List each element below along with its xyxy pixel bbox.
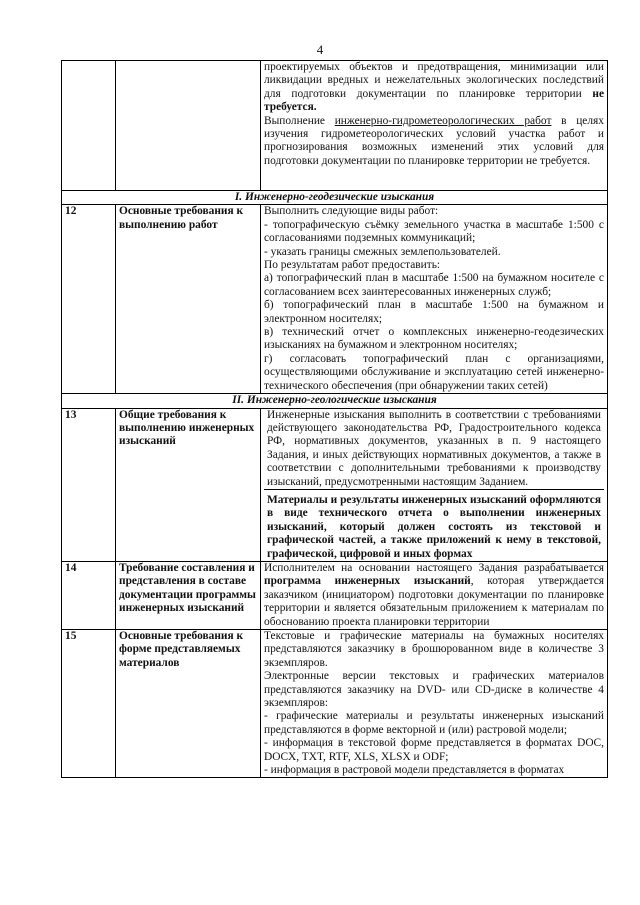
content-cell — [261, 630, 608, 778]
table-row — [62, 408, 608, 561]
row14-text-bold: программа инженерных изысканий — [264, 575, 471, 588]
content-line: - информация в растровой модели представляется в форматах — [264, 764, 565, 777]
row11-p1-bold: не требуется. — [264, 87, 604, 114]
row-number: 13 — [62, 408, 116, 561]
row11-p2-post: в целях изучения гидрометеорологических условий участка работ и прогнозирования возможных изменений этих условий для подготовки документации по планировке территории не требуется. — [264, 114, 604, 167]
row14-text-pre: Исполнителем на основании настоящего Задания разрабатывается — [264, 561, 604, 574]
content-line: По результатам работ предоставить: — [264, 259, 441, 272]
content-line: Выполнить следующие виды работ: — [264, 205, 439, 218]
row-title: Основные требования к выполнению работ — [116, 205, 261, 394]
table-row — [62, 561, 608, 629]
row-number: 14 — [62, 561, 116, 629]
content-cell — [261, 561, 608, 629]
row14-text-post: , которая утверждается заказчиком (инициатором) подготовки документации по планировке территории и является обязательным приложением к материалам по обоснованию проекта планировки территории — [264, 575, 604, 628]
title-cell — [116, 61, 261, 191]
content-cell — [261, 205, 608, 394]
requirements-table — [61, 60, 608, 778]
section-title: II. Инженерно-геологические изыскания — [62, 394, 608, 408]
content-cell — [261, 408, 608, 561]
row11-p2-pre: Выполнение — [264, 114, 325, 127]
content-line: а) топографический план в масштабе 1:500 на бумажном носителе с согласованием всех заинтересованных инженерных служб; — [264, 272, 604, 298]
content-line: - топографическую съёмку земельного участка в масштабе 1:500 с согласованиями подземных коммуникаций; — [264, 218, 604, 245]
content-cell — [261, 61, 608, 191]
content-line: г) согласовать топографический план с организациями, осуществляющими обслуживание и эксплуатацию сетей инженерно-технического обеспечения (при обнаружении таких сетей) — [264, 352, 604, 392]
row-title: Общие требования к выполнению инженерных изысканий — [116, 408, 261, 561]
table-row — [62, 205, 608, 394]
section-header-row — [62, 394, 608, 408]
row11-p2-underlined: инженерно-гидрометеорологических работ — [334, 114, 552, 127]
content-line: - графические материалы и результаты инженерных изысканий представляются в форме векторной и (или) растровой модели; — [264, 710, 604, 736]
content-bold-paragraph: Материалы и результаты инженерных изысканий оформляются в виде технического отчета о выполнении инженерных изысканий, который должен состоять из текстовой и графической частей, а также приложений к нему в текстовой, графической, цифровой и иных формах — [267, 493, 601, 560]
table-row — [62, 630, 608, 778]
page-number: 4 — [316, 42, 324, 57]
content-paragraph: Инженерные изыскания выполнить в соответствии с требованиями действующего законодательства РФ, Градостроительного кодекса РФ, нормативных документов, указанных в п. 9 настоящего Задания, и иных действующих нормативных документов, а также в соответствии с дополнительными требованиями к производству изысканий, предусмотренными настоящим Заданием. — [267, 408, 601, 488]
row-title: Основные требования к форме представляемых материалов — [116, 630, 261, 778]
content-line: - информация в текстовой форме представляется в форматах DOC, DOCX, TXT, RTF, XLS, XLSX и ODF; — [264, 737, 604, 763]
row11-p1: проектируемых объектов и предотвращения, минимизации или ликвидации вредных и нежелательных экологических последствий для подготовки документации по планировке территории — [264, 61, 604, 100]
section-title: I. Инженерно-геодезические изыскания — [62, 191, 608, 205]
table-row — [62, 61, 608, 191]
content-line: в) технический отчет о комплексных инженерно-геодезических изысканиях на бумажном и электронном носителях; — [264, 326, 604, 352]
row-number: 15 — [62, 630, 116, 778]
section-header-row — [62, 191, 608, 205]
row-number: 12 — [62, 205, 116, 394]
number-cell — [62, 61, 116, 191]
content-line: Текстовые и графические материалы на бумажных носителях представляются заказчику в брошюрованном виде в количестве 3 экземпляров. — [264, 630, 604, 669]
content-line: Электронные версии текстовых и графических материалов представляются заказчику на DVD- или CD-диске в количестве 4 экземпляров: — [264, 670, 604, 710]
content-line: б) топографический план в масштабе 1:500 на бумажном и электронном носителях; — [264, 299, 604, 325]
row-title: Требование составления и представления в составе документации программы инженерных изысканий — [116, 561, 261, 629]
content-line: - указать границы смежных землепользователей. — [264, 245, 501, 258]
